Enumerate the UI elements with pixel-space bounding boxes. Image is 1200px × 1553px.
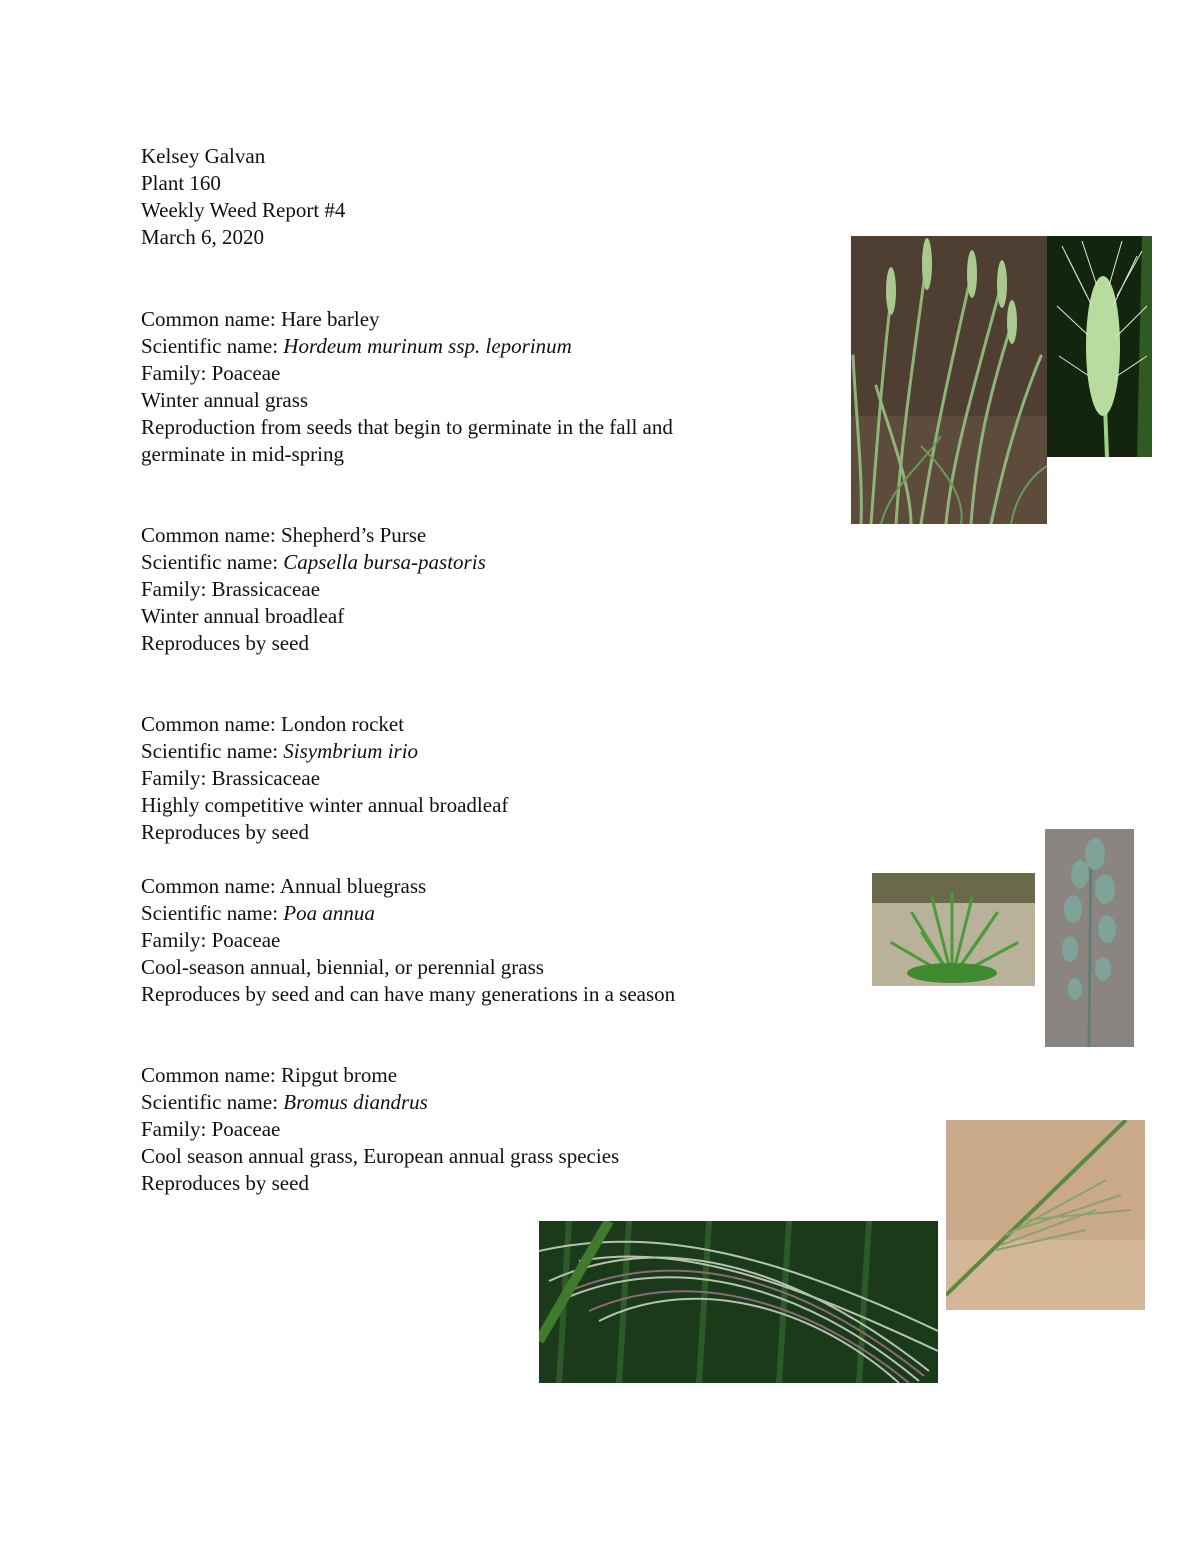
common-name: Ripgut brome <box>281 1063 398 1087</box>
weed-type: Winter annual grass <box>141 388 309 412</box>
weed-reproduction: Reproduces by seed <box>141 1171 309 1195</box>
hare-barley-seedhead-photo <box>1047 236 1152 457</box>
weed-type: Cool season annual grass, European annual grass species <box>141 1144 620 1168</box>
weed-type: Highly competitive winter annual broadleaf <box>141 793 509 817</box>
weed-reproduction: Reproduces by seed and can have many generations in a season <box>141 982 676 1006</box>
common-name-label: Common name: <box>141 712 281 736</box>
annual-bluegrass-clump-photo <box>872 873 1035 986</box>
scientific-name: Capsella bursa-pastoris <box>283 550 486 574</box>
family-name: Brassicaceae <box>211 577 321 601</box>
scientific-name-label: Scientific name: <box>141 334 284 358</box>
family-label: Family: <box>141 766 212 790</box>
family-name: Poaceae <box>211 928 281 952</box>
common-name: Hare barley <box>281 307 380 331</box>
annual-bluegrass-panicle-photo <box>1045 829 1134 1047</box>
common-name-label: Common name: <box>141 874 280 898</box>
scientific-name-label: Scientific name: <box>141 739 284 763</box>
scientific-name: Bromus diandrus <box>283 1090 428 1114</box>
common-name-label: Common name: <box>141 1063 281 1087</box>
family-label: Family: <box>141 361 212 385</box>
weed-entry-annual-bluegrass <box>141 873 675 1008</box>
weed-entry-ripgut-brome <box>141 1062 619 1197</box>
family-name: Poaceae <box>211 1117 281 1141</box>
scientific-name-label: Scientific name: <box>141 550 284 574</box>
scientific-name: Sisymbrium irio <box>283 739 419 763</box>
common-name: Shepherd’s Purse <box>281 523 427 547</box>
family-name: Poaceae <box>211 361 281 385</box>
scientific-name-label: Scientific name: <box>141 901 284 925</box>
author-name: Kelsey Galvan <box>141 144 266 168</box>
family-label: Family: <box>141 928 212 952</box>
common-name: London rocket <box>281 712 405 736</box>
common-name-label: Common name: <box>141 523 281 547</box>
weed-entry-shepherds-purse <box>141 522 486 657</box>
weed-type: Cool-season annual, biennial, or perennial grass <box>141 955 544 979</box>
report-title: Weekly Weed Report #4 <box>141 198 346 222</box>
scientific-name-label: Scientific name: <box>141 1090 284 1114</box>
scientific-name: Poa annua <box>283 901 375 925</box>
hare-barley-field-photo <box>851 236 1047 524</box>
family-label: Family: <box>141 1117 212 1141</box>
ripgut-brome-sand-photo <box>946 1120 1145 1310</box>
scientific-name: Hordeum murinum ssp. leporinum <box>283 334 572 358</box>
family-label: Family: <box>141 577 212 601</box>
family-name: Brassicaceae <box>211 766 321 790</box>
weed-reproduction: Reproduces by seed <box>141 631 309 655</box>
weed-entry-london-rocket <box>141 711 508 846</box>
weed-entry-hare-barley <box>141 306 761 468</box>
common-name: Annual bluegrass <box>279 874 427 898</box>
course-name: Plant 160 <box>141 171 221 195</box>
weed-type: Winter annual broadleaf <box>141 604 345 628</box>
weed-reproduction: Reproduction from seeds that begin to germinate in the fall and germinate in mid-spring <box>141 415 673 466</box>
weed-reproduction: Reproduces by seed <box>141 820 309 844</box>
common-name-label: Common name: <box>141 307 281 331</box>
report-date: March 6, 2020 <box>141 225 265 249</box>
document-header <box>141 143 345 251</box>
ripgut-brome-panicle-photo <box>539 1221 938 1383</box>
